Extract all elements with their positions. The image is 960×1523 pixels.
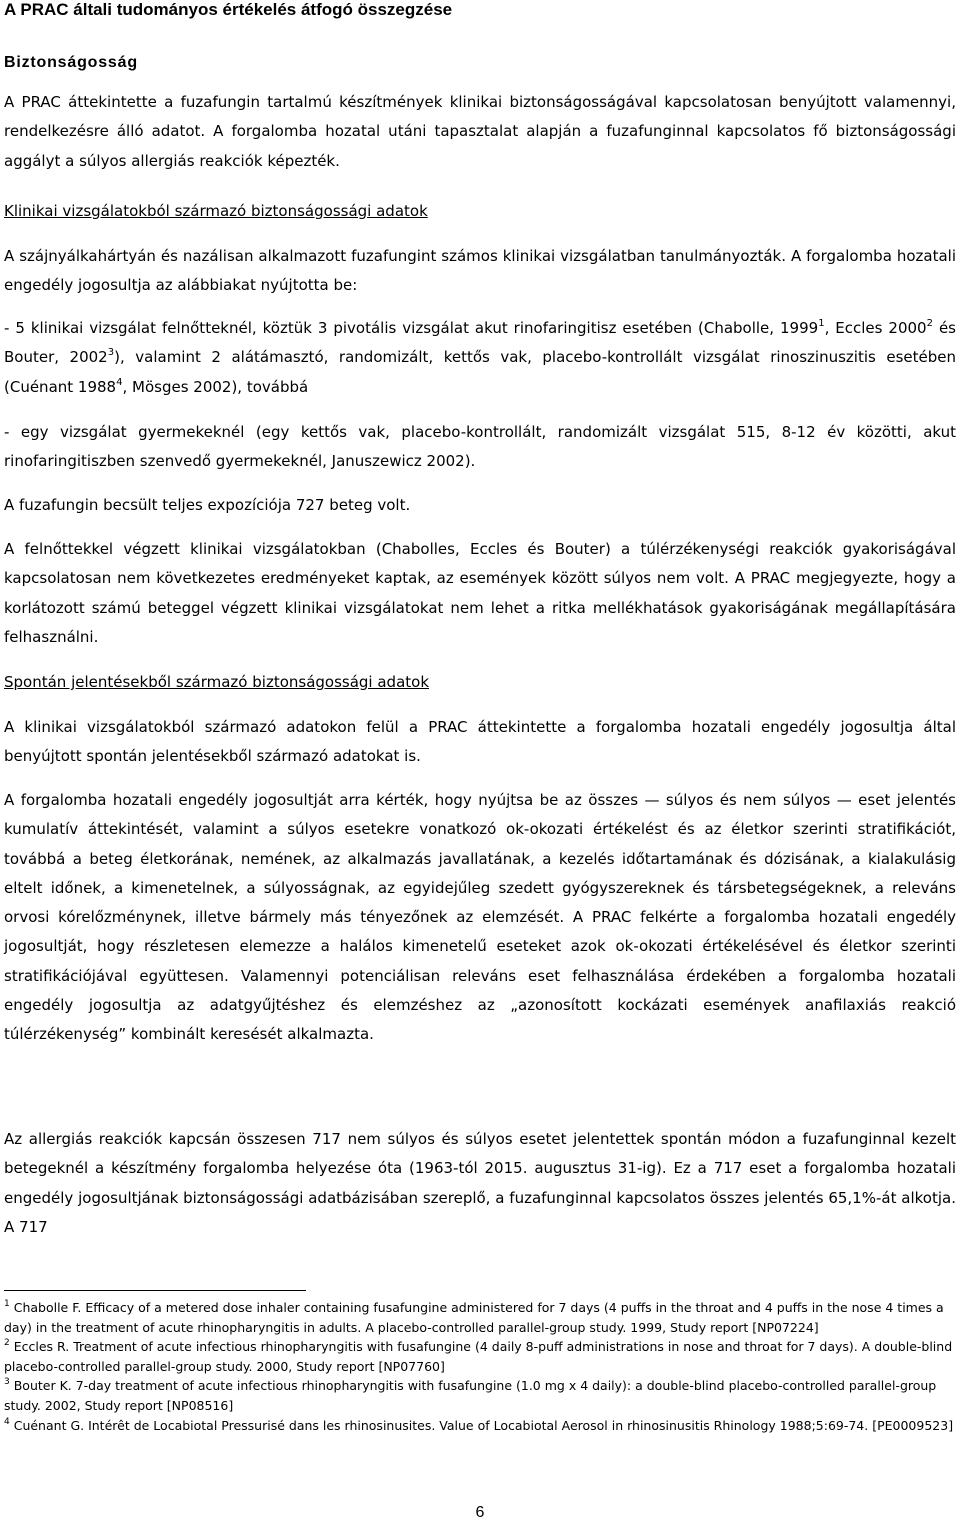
footnote: $^2$ Eccles R. Treatment of acute infectious rhinopharyngitis with fusafungine (4 daily 8-puff administrations in nose and throat for 7 days). A double-blind placebo-controlled parallel-group study. 2000, Study report [NP07760] <box>4 1338 953 1374</box>
footnote: $^3$ Bouter K. 7-day treatment of acute infectious rhinopharyngitis with fusafungine (1.0 mg x 4 daily): a double-blind placebo-controlled parallel-group study. 2002, Study report [NP08516] <box>4 1377 937 1413</box>
footnote-ref: 3 <box>107 347 115 359</box>
footnote-divider <box>4 1290 306 1291</box>
section-title: Biztonságosság <box>4 54 138 71</box>
exposure-paragraph: A fuzafungin becsült teljes expozíciója 727 beteg volt. <box>4 496 411 514</box>
page-number: 6 <box>475 1504 485 1521</box>
spontaneous-paragraph-1: A klinikai vizsgálatokból származó adatokon felül a PRAC áttekintette a forgalomba hozatali engedély jogosultja által benyújtott spontán jelentésekből származó adatokat is. <box>4 718 956 766</box>
bullet-children-study: - egy vizsgálat gyermekeknél (egy kettős vak, placebo-kontrollált, randomizált vizsgálat 515, 8-12 év közötti, akut rinofaringitiszben szenvedő gyermekeknél, Januszewicz 2002). <box>4 423 956 471</box>
footnote-ref: 4 <box>116 376 123 388</box>
bullet-adult-studies: - 5 klinikai vizsgálat felnőtteknél, köztük 3 pivotális vizsgálat akut rinofaringitisz esetében (Chabolle, 1999$^1$, Eccles 2000$^2$ és Bouter, 2002$^3$), valamint 2 alátámasztó, randomizált, kettős vak, placebo-kontrollált vizsgálat rinoszinuszitis esetében (Cuénant 1988$^4$, Mösges 2002), továbbá <box>4 318 956 396</box>
footnote-ref: 1 <box>818 318 825 329</box>
adult-trials-paragraph: A felnőttekkel végzett klinikai vizsgálatokban (Chabolles, Eccles és Bouter) a túlérzékenységi reakciók gyakoriságával kapcsolatosan nem következetes eredményeket kaptak, az események között súlyos nem volt. A PRAC megjegyezte, hogy a korlátozott számú beteggel végzett klinikai vizsgálatokat nem lehet a ritka mellékhatások gyakoriságának megállapítására felhasználni. <box>4 540 956 646</box>
clinical-heading: Klinikai vizsgálatokból származó biztonságossági adatok <box>4 202 428 220</box>
intro-paragraph: A PRAC áttekintette a fuzafungin tartalmú készítmények klinikai biztonságosságával kapcsolatosan benyújtott valamennyi, rendelkezésre álló adatot. A forgalomba hozatal utáni tapasztalat alapján a fuzafunginnal kapcsolatos fő biztonságossági aggályt a súlyos allergiás reakciók képezték. <box>4 93 956 170</box>
document-title: A PRAC általi tudományos értékelés átfogó összegzése <box>4 0 453 19</box>
spontaneous-heading: Spontán jelentésekből származó biztonságossági adatok <box>4 673 430 691</box>
spontaneous-paragraph-3: Az allergiás reakciók kapcsán összesen 717 nem súlyos és súlyos esetet jelentettek spontán módon a fuzafunginnal kezelt betegeknél a készítmény forgalomba helyezése óta (1963-tól 2015. augusztus 31-ig). Ez a 717 eset a forgalomba hozatali engedély jogosultjának biztonságossági adatbázisában szereplő, a fuzafunginnal kapcsolatos összes jelentés 65,1%-át alkotja. A 717 <box>4 1130 956 1236</box>
footnotes <box>4 1298 956 1435</box>
footnote: $^4$ Cuénant G. Intérêt de Locabiotal Pressurisé dans les rhinosinusites. Value of Locabiotal Aerosol in rhinosinusitis Rhinology 1988;5:69-74. [PE0009523] <box>4 1416 954 1433</box>
clinical-paragraph: A szájnyálkahártyán és nazálisan alkalmazott fuzafungint számos klinikai vizsgálatban tanulmányozták. A forgalomba hozatali engedély jogosultja az alábbiakat nyújtotta be: <box>4 247 956 295</box>
footnote-ref: 2 <box>926 318 933 329</box>
spontaneous-paragraph-2: A forgalomba hozatali engedély jogosultját arra kérték, hogy nyújtsa be az összes — súlyos és nem súlyos — eset jelentés kumulatív áttekintését, valamint a súlyos esetekre vonatkozó ok-okozati értékelést és az életkor szerinti stratifikációt, továbbá a beteg életkorának, nemének, az alkalmazás javallatának, a kezelés időtartamának és dózisának, a kialakulásig eltelt időnek, a kimenetelnek, a súlyosságnak, az egyidejűleg szedett gyógyszereknek és társbetegségeknek, a releváns orvosi kórelőzménynek, illetve bármely más tényezőnek az elemzését. A PRAC felkérte a forgalomba hozatali engedély jogosultját, hogy részletesen elemezze a halálos kimenetelű eseteket azok ok-okozati értékelésével és életkor szerinti stratifikációjával együttesen. Valamennyi potenciálisan releváns eset felhasználása érdekében a forgalomba hozatali engedély jogosultja az adatgyűjtéshez és elemzéshez az „azonosított kockázati események anafilaxiás reakció túlérzékenység” kombinált keresését alkalmazta. <box>4 791 956 1044</box>
footnote: $^1$ Chabolle F. Efficacy of a metered dose inhaler containing fusafungine administered for 7 days (4 puffs in the throat and 4 puffs in the nose 4 times a day) in the treatment of acute rhinopharyngitis in adults. A placebo-controlled parallel-group study. 1999, Study report [NP07224] <box>4 1299 944 1335</box>
